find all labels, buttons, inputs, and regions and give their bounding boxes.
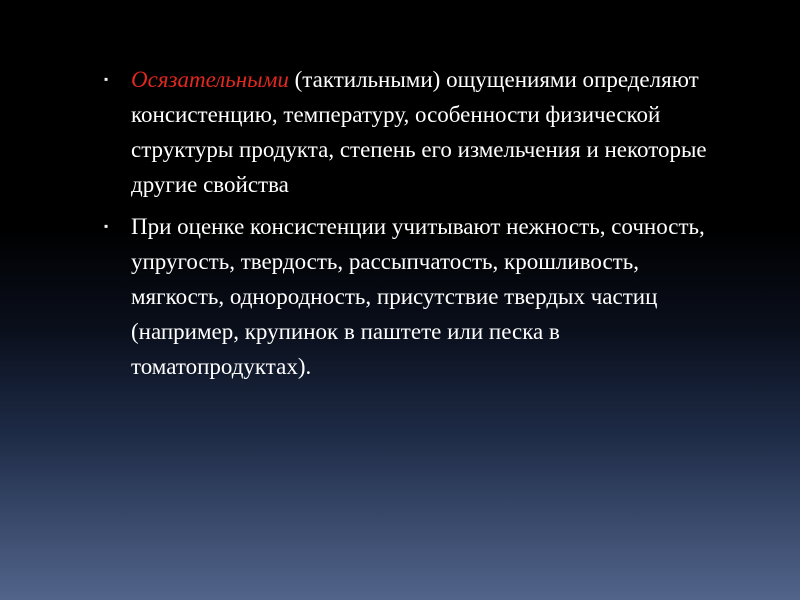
emphasized-term: Осязательными <box>131 67 289 92</box>
slide-body <box>102 62 712 391</box>
square-bullet-icon: ▪ <box>104 219 109 233</box>
bullet-item-consistency <box>102 209 712 384</box>
bullet-item-tactile <box>102 62 712 202</box>
bullet-text: При оценке консистенции учитывают нежность, сочность, упругость, твердость, рассыпчатость, крошливость, мягкость, однородность, присутствие твердых частиц (например, крупинок в паштете или песка в томатопродуктах). <box>131 214 705 379</box>
bullet-text: (тактильными) ощущениями определяют консистенцию, температуру, особенности физической структуры продукта, степень его измельчения и некоторые другие свойства <box>131 67 707 197</box>
square-bullet-icon: ▪ <box>104 72 109 86</box>
